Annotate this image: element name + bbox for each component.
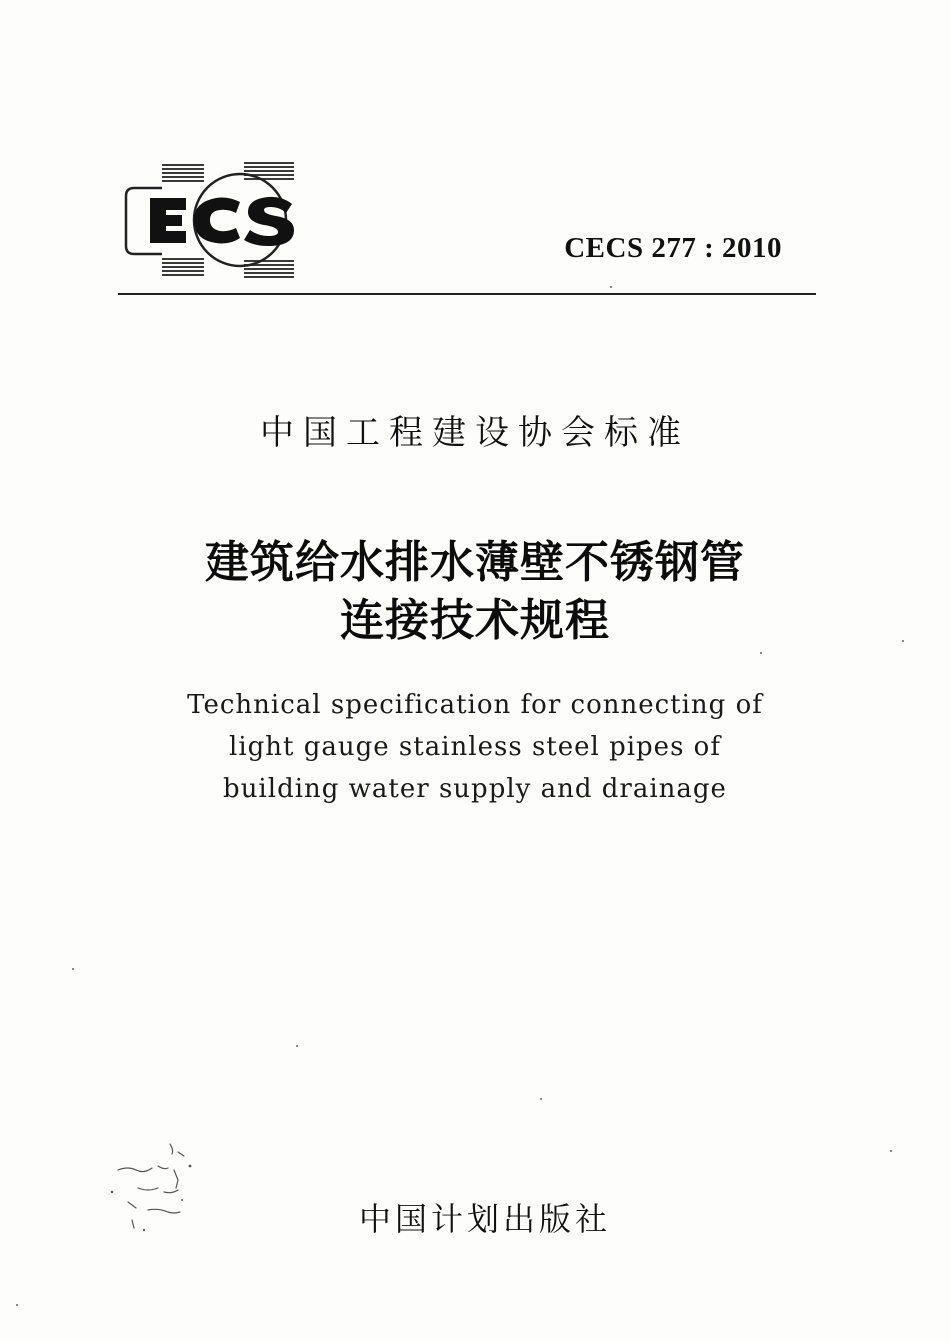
scan-speck [296,1045,298,1047]
association-name: 中国工程建设协会标准 [260,413,690,453]
title-cn-line2: 连接技术规程 [340,595,610,646]
publisher-name: 中国计划出版社 [358,1200,611,1238]
title-en-line2: light gauge stainless steel pipes of [229,732,721,762]
ecs-logo [122,160,320,280]
scan-speck [890,1150,892,1152]
title-cn-line1: 建筑给水排水薄壁不锈钢管 [205,537,745,588]
header-divider [118,293,816,295]
scan-speck [540,1098,542,1100]
title-en-line3: building water supply and drainage [223,774,727,804]
title-en-line1: Technical specification for connecting of [187,690,763,720]
scan-speck [610,286,612,288]
scan-speck [760,652,762,654]
scan-speck [902,640,904,642]
standard-code: CECS 277 : 2010 [564,232,782,264]
scan-speck [72,968,74,970]
scan-speck [16,1304,18,1306]
